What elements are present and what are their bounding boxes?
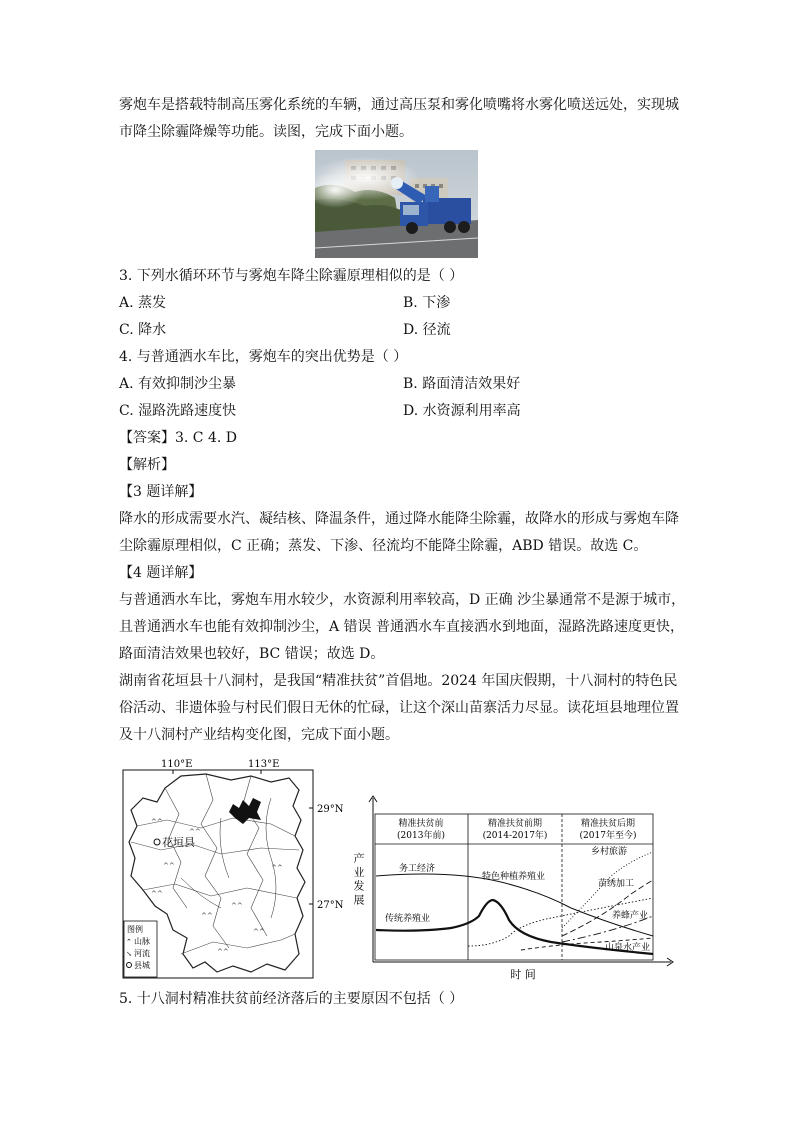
intro2-line-2: 俗活动、非遗体验与村民们假日无休的忙碌，让这个深山苗寨活力尽显。读花垣县地理位置 bbox=[119, 700, 679, 716]
legend-river: 河流 bbox=[134, 949, 150, 958]
q4-detail-line-2: 且普通洒水车也能有效抑制沙尘，A 错误 普通洒水车直接洒水到地面，湿路洗路速度更快， bbox=[119, 619, 685, 635]
period-1-years: (2013年前) bbox=[397, 831, 445, 841]
legend-mountain: 山脉 bbox=[134, 937, 150, 946]
svg-text:^^: ^^ bbox=[217, 948, 229, 956]
q3-option-b[interactable]: B. 下渗 bbox=[403, 295, 451, 311]
answer-label: 【答案】 bbox=[119, 430, 175, 446]
map-lat-27: 27°N bbox=[317, 900, 344, 911]
hunan-location-map bbox=[123, 759, 344, 978]
intro2-line-1: 湖南省花垣县十八洞村，是我国“精准扶贫”首倡地。2024 年国庆假期，十八洞村的特色民 bbox=[119, 673, 678, 689]
svg-text:^^: ^^ bbox=[189, 828, 201, 836]
q4-option-a[interactable]: A. 有效抑制沙尘暴 bbox=[119, 376, 237, 392]
q4-detail-line-1: 与普通洒水车比，雾炮车用水较少，水资源利用率较高，D 正确 沙尘暴通常不是源于城市， bbox=[119, 592, 686, 608]
x-axis-label: 时 间 bbox=[510, 968, 536, 981]
series-line-specialty-farming bbox=[468, 898, 653, 946]
answer-text: 3. C 4. D bbox=[175, 430, 238, 446]
series-label-rural-tourism: 乡村旅游 bbox=[591, 847, 628, 857]
river-legend-icon: ↘ bbox=[126, 950, 132, 958]
q3-detail-title: 【3 题详解】 bbox=[119, 484, 203, 500]
answer-line bbox=[119, 428, 237, 448]
period-1-name: 精准扶贫前 bbox=[398, 819, 444, 829]
q5-stem: 5. 十八洞村精准扶贫前经济落后的主要原因不包括（ ） bbox=[119, 991, 464, 1007]
svg-text:^^: ^^ bbox=[271, 864, 283, 872]
q4-detail-line-3: 路面清洁效果也较好，BC 错误；故选 D。 bbox=[119, 646, 385, 662]
map-county-label: 花垣县 bbox=[162, 836, 195, 849]
huayuan-figure bbox=[121, 758, 681, 983]
series-label-traditional-breeding: 传统养殖业 bbox=[385, 914, 431, 924]
series-label-specialty-farming: 特色种植养殖业 bbox=[482, 872, 546, 882]
q4-option-d[interactable]: D. 水资源利用率高 bbox=[403, 403, 521, 419]
county-legend-icon bbox=[127, 963, 132, 968]
industry-structure-chart bbox=[354, 796, 674, 981]
q3-stem: 3. 下列水循环环节与雾炮车降尘除霾原理相似的是（ ） bbox=[119, 268, 464, 284]
series-label-embroidery: 苗绣加工 bbox=[598, 879, 635, 889]
period-2-years: (2014-2017年) bbox=[482, 831, 548, 841]
map-legend bbox=[124, 921, 157, 977]
q3-option-c[interactable]: C. 降水 bbox=[119, 322, 167, 338]
q3-option-a[interactable]: A. 蒸发 bbox=[119, 295, 167, 311]
series-label-bee-keeping: 养蜂产业 bbox=[612, 911, 649, 921]
fog-cannon-truck-photo bbox=[315, 150, 478, 258]
legend-county: 县城 bbox=[134, 961, 150, 970]
period-3-name: 精准扶贫后期 bbox=[580, 819, 636, 829]
q4-option-c[interactable]: C. 湿路洗路速度快 bbox=[119, 403, 237, 419]
q3-option-d[interactable]: D. 径流 bbox=[403, 322, 451, 338]
q3-detail-line-1: 降水的形成需要水汽、凝结核、降温条件，通过降水能降尘除霾，故降水的形成与雾炮车降 bbox=[119, 511, 679, 527]
map-lon-110: 110°E bbox=[161, 759, 193, 770]
analysis-label: 【解析】 bbox=[119, 457, 175, 473]
q4-detail-title: 【4 题详解】 bbox=[119, 565, 203, 581]
svg-text:^^: ^^ bbox=[231, 902, 243, 910]
mountain-legend-icon: ⌃ bbox=[126, 938, 132, 946]
svg-text:^^: ^^ bbox=[163, 862, 175, 870]
svg-text:^^: ^^ bbox=[151, 890, 163, 898]
svg-text:^^: ^^ bbox=[151, 818, 163, 826]
svg-text:^^: ^^ bbox=[201, 912, 213, 920]
legend-title: 图例 bbox=[127, 925, 143, 934]
y-axis-label: 产业发展 bbox=[353, 852, 365, 907]
svg-text:^^: ^^ bbox=[253, 928, 265, 936]
q4-stem: 4. 与普通洒水车比，雾炮车的突出优势是（ ） bbox=[119, 349, 408, 365]
map-lat-29: 29°N bbox=[317, 804, 344, 815]
map-lon-113: 113°E bbox=[248, 759, 280, 770]
intro-line-2: 市降尘除霾降燥等功能。读图，完成下面小题。 bbox=[119, 124, 413, 140]
period-2-name: 精准扶贫前期 bbox=[487, 819, 543, 829]
intro-line-1: 雾炮车是搭载特制高压雾化系统的车辆，通过高压泵和雾化喷嘴将水雾化喷送远处，实现城 bbox=[119, 97, 679, 113]
q4-option-b[interactable]: B. 路面清洁效果好 bbox=[403, 376, 521, 392]
period-3-years: (2017年至今) bbox=[579, 831, 637, 841]
q3-detail-line-2: 尘除霾原理相似，C 正确；蒸发、下渗、径流均不能降尘除霾，ABD 错误。故选 C。 bbox=[119, 538, 648, 554]
series-label-spring-water: 山泉水产业 bbox=[605, 943, 651, 953]
series-label-migrant-work: 务工经济 bbox=[399, 864, 436, 874]
intro2-line-3: 及十八洞村产业结构变化图，完成下面小题。 bbox=[119, 727, 399, 743]
